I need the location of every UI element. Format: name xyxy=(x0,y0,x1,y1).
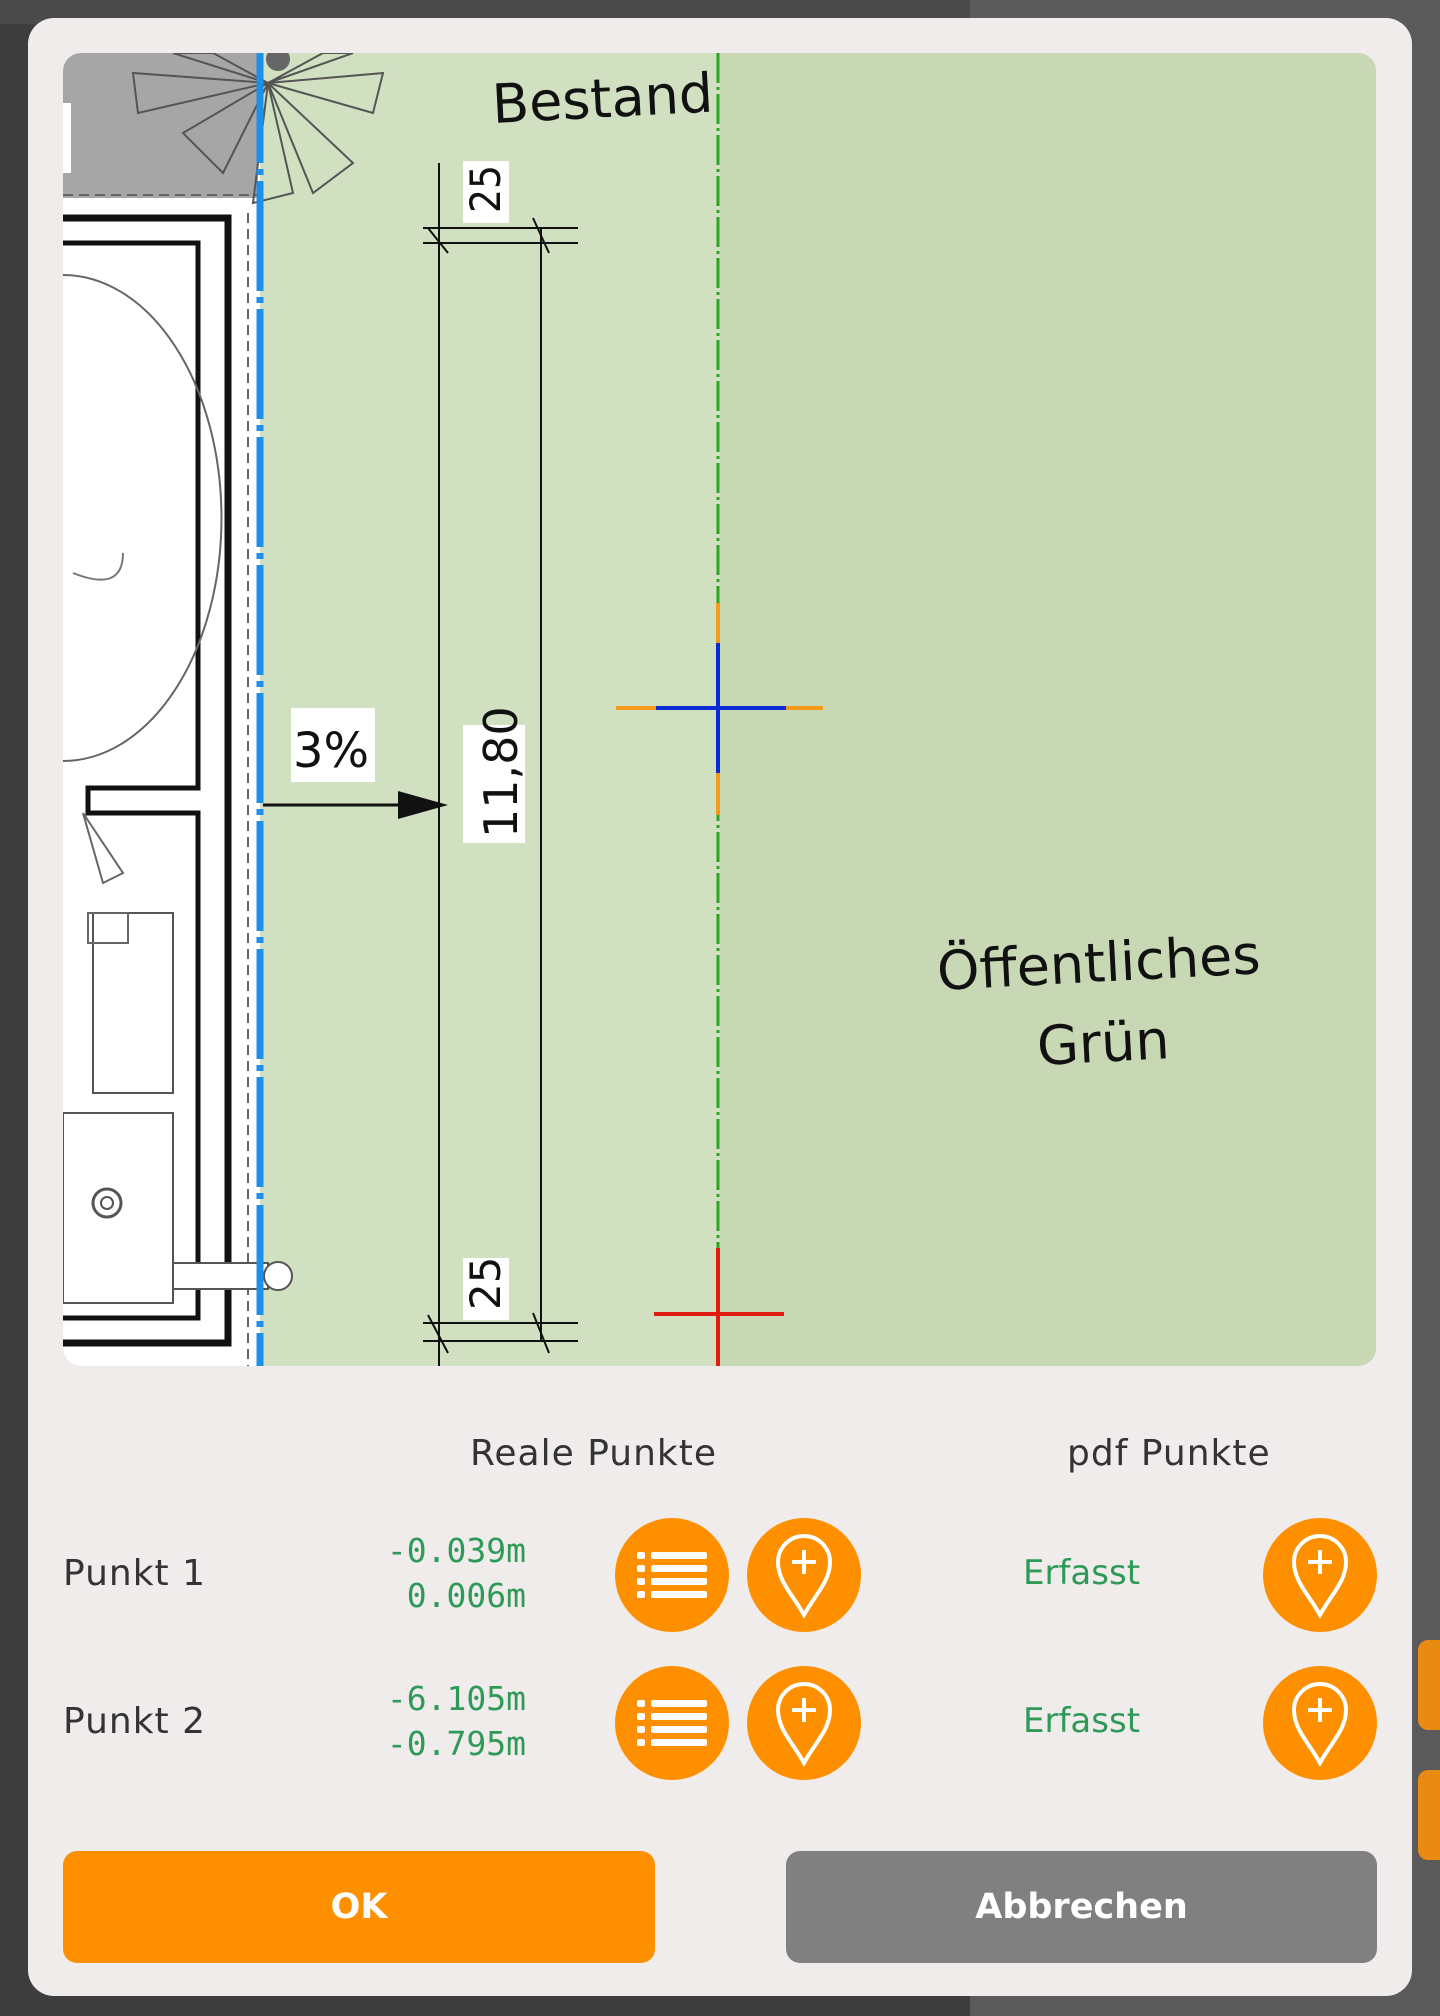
row-2-add-real-point-button[interactable] xyxy=(747,1666,861,1780)
plan-preview[interactable] xyxy=(63,53,1376,1366)
row-1-label: Punkt 1 xyxy=(63,1553,207,1594)
bestand-label: Bestand xyxy=(490,61,715,136)
map-pin-plus-icon xyxy=(774,1680,834,1766)
list-icon xyxy=(637,1700,707,1746)
area-label-line1: Öffentliches xyxy=(935,923,1262,1003)
row-2-list-button[interactable] xyxy=(615,1666,729,1780)
header-real-points: Reale Punkte xyxy=(470,1433,718,1474)
row-2-real-y: -0.795m xyxy=(386,1724,526,1763)
slope-text: 3% xyxy=(293,723,370,779)
dim-main-text: 11,80 xyxy=(474,706,528,838)
row-1-real-x: -0.039m xyxy=(386,1531,526,1570)
row-1-pdf-status: Erfasst xyxy=(1023,1553,1141,1593)
row-2-pdf-status: Erfasst xyxy=(1023,1701,1141,1741)
map-pin-plus-icon xyxy=(1290,1532,1350,1618)
header-pdf-points: pdf Punkte xyxy=(1067,1433,1271,1474)
dim-bottom-text: 25 xyxy=(461,1256,510,1310)
list-icon xyxy=(637,1552,707,1598)
cancel-button[interactable]: Abbrechen xyxy=(786,1851,1377,1963)
map-pin-plus-icon xyxy=(774,1532,834,1618)
row-2-label: Punkt 2 xyxy=(63,1701,207,1742)
background-tab xyxy=(1418,1640,1440,1730)
row-2-real-x: -6.105m xyxy=(386,1679,526,1718)
georeference-dialog xyxy=(28,18,1412,1996)
row-1-real-y: 0.006m xyxy=(406,1576,526,1615)
area-label-line2: Grün xyxy=(1035,1008,1171,1078)
row-1-add-pdf-point-button[interactable] xyxy=(1263,1518,1377,1632)
row-1-add-real-point-button[interactable] xyxy=(747,1518,861,1632)
ok-button[interactable]: OK xyxy=(63,1851,655,1963)
map-pin-plus-icon xyxy=(1290,1680,1350,1766)
background-tab xyxy=(1418,1770,1440,1860)
dim-top-text: 25 xyxy=(461,164,510,213)
row-1-list-button[interactable] xyxy=(615,1518,729,1632)
row-2-add-pdf-point-button[interactable] xyxy=(1263,1666,1377,1780)
